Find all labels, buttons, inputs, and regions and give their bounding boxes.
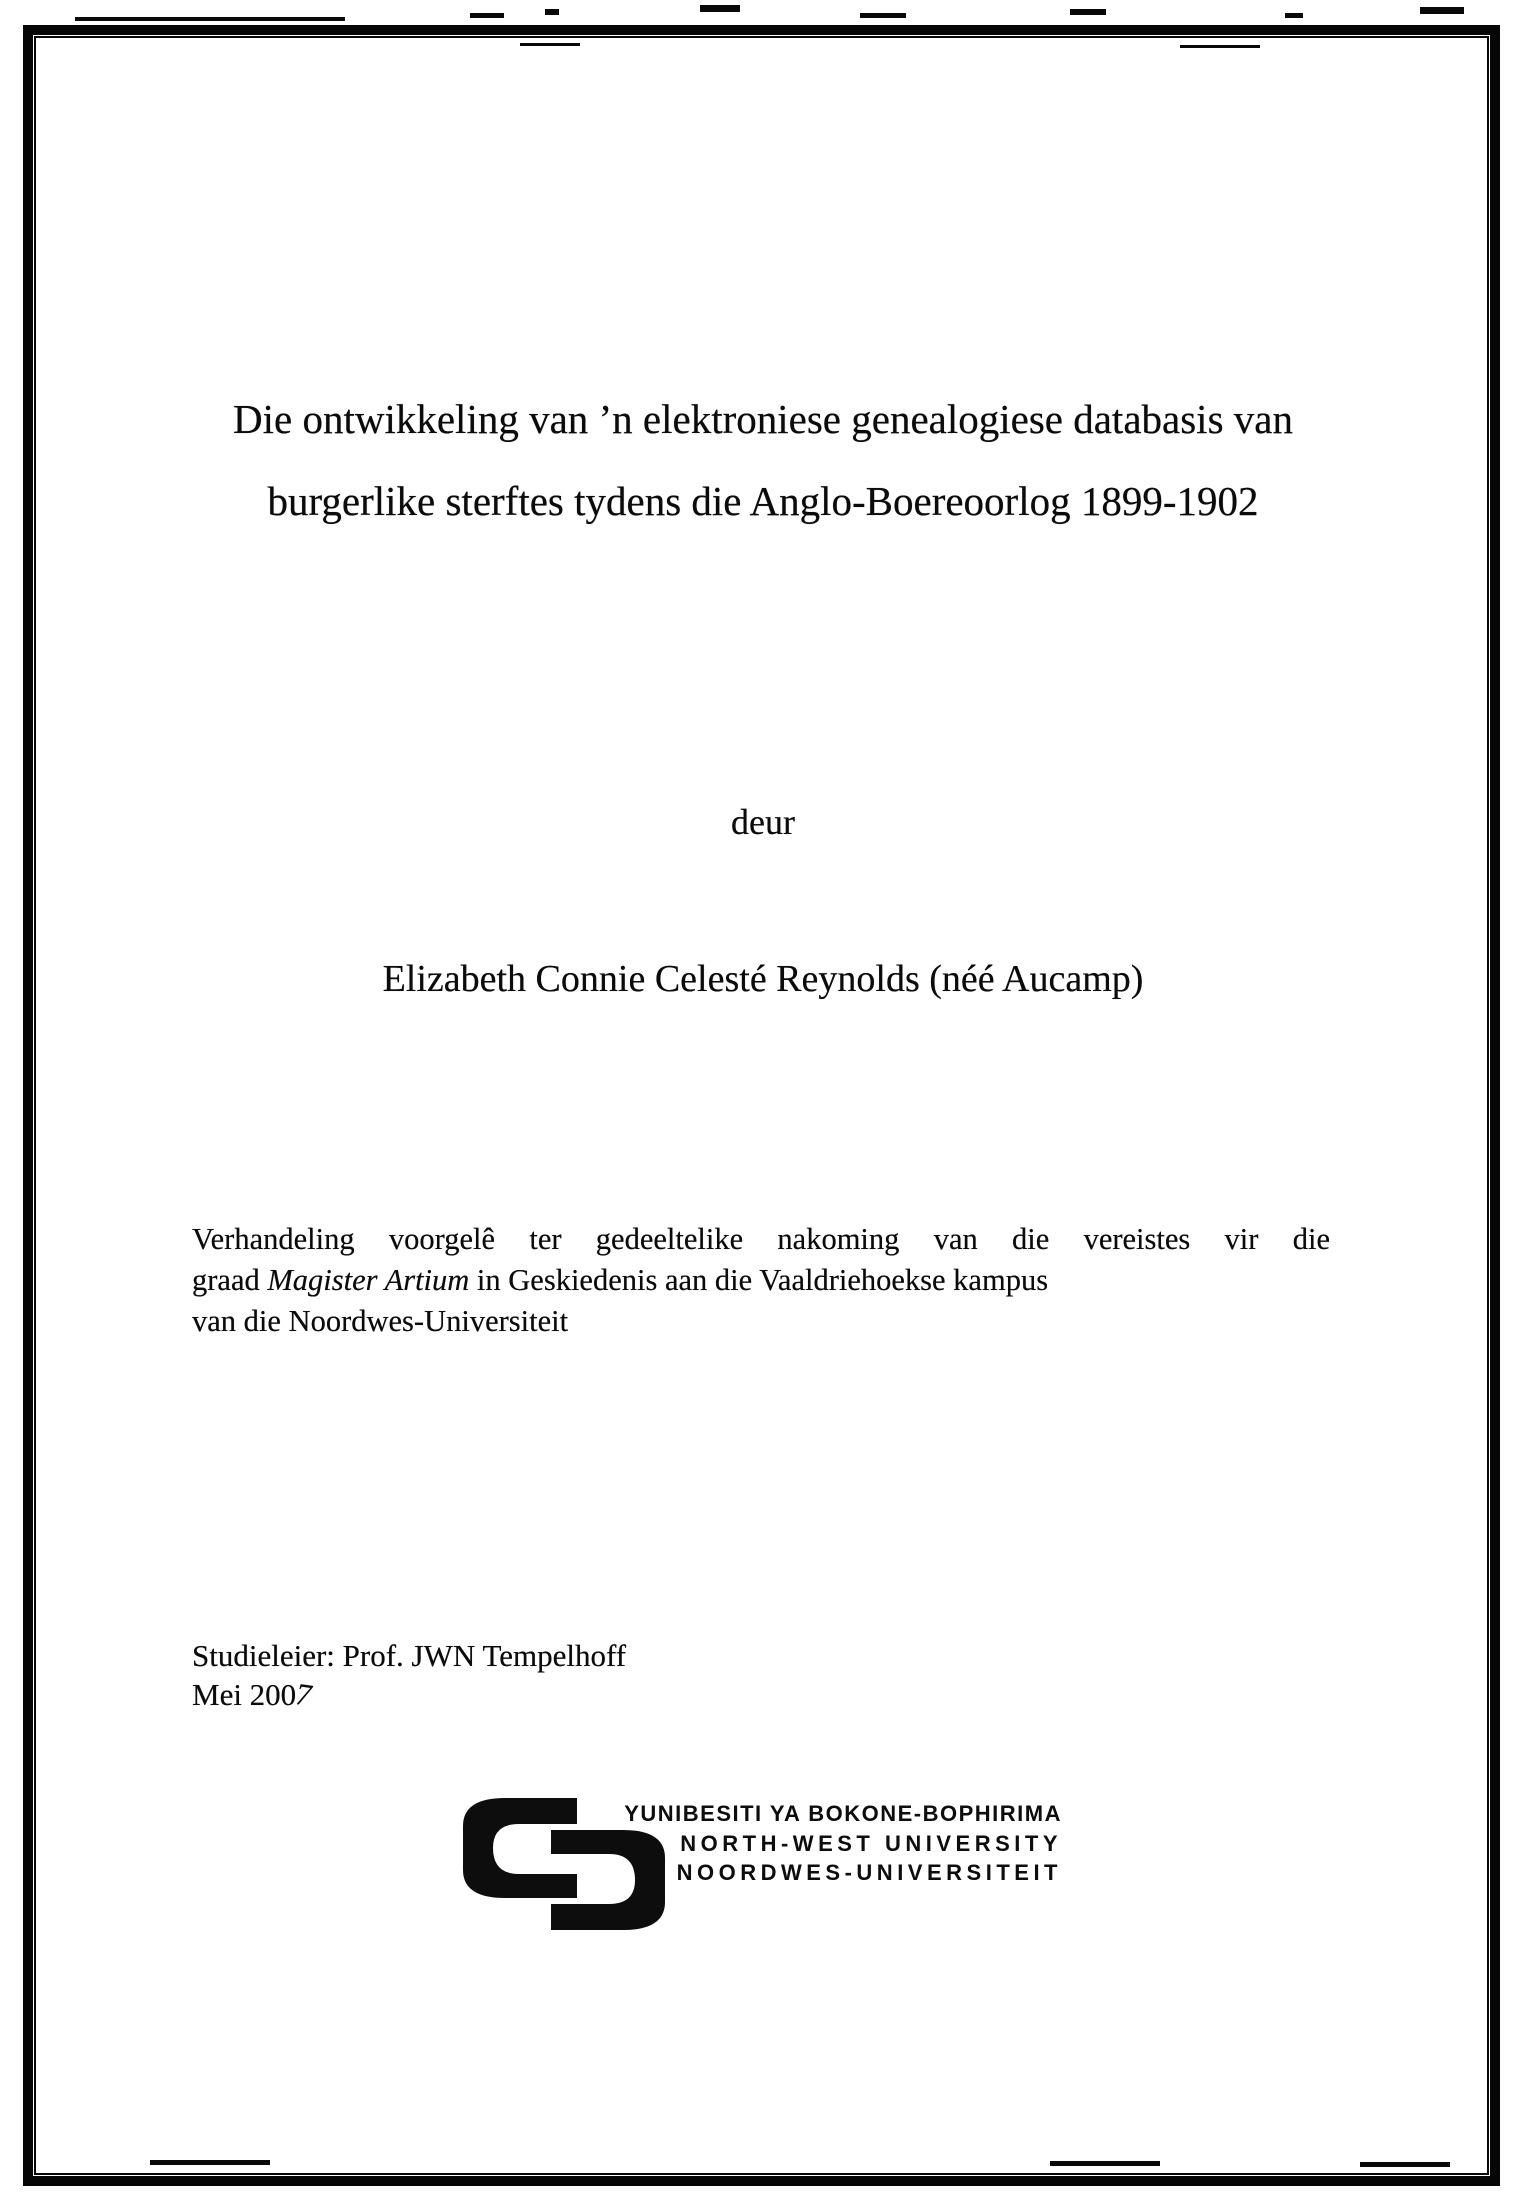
date-line bbox=[192, 1675, 626, 1714]
university-logo bbox=[463, 1798, 1063, 1938]
noise-mark bbox=[75, 17, 345, 21]
logo-wordmark bbox=[580, 1799, 1062, 1888]
thesis-statement-line-1: Verhandeling voorgelê ter gedeeltelike nakoming van die vereistes vir die bbox=[192, 1222, 1330, 1256]
logo-wordmark-line-3: NOORDWES-UNIVERSITEIT bbox=[676, 1860, 1062, 1885]
noise-mark bbox=[1285, 13, 1303, 18]
logo-wordmark-line-2: NORTH-WEST UNIVERSITY bbox=[680, 1830, 1062, 1856]
noise-mark bbox=[1070, 9, 1106, 15]
degree-name: Magister Artium bbox=[267, 1263, 470, 1297]
date-prefix: Mei 200 bbox=[192, 1677, 297, 1712]
author-name: Elizabeth Connie Celesté Reynolds (néé Aucamp) bbox=[382, 958, 1144, 1000]
page-title bbox=[63, 378, 1463, 542]
statement-line2-prefix: graad bbox=[192, 1263, 268, 1297]
noise-mark bbox=[700, 5, 740, 12]
byline: deur bbox=[731, 802, 795, 842]
noise-mark bbox=[470, 13, 504, 18]
noise-mark bbox=[1420, 7, 1464, 14]
page-title-line-1: Die ontwikkeling van ’n elektroniese genealogiese databasis van bbox=[233, 396, 1293, 442]
statement-line2-suffix: in Geskiedenis aan die Vaaldriehoekse kampus bbox=[469, 1263, 1049, 1297]
thesis-statement-line-3: van die Noordwes-Universiteit bbox=[192, 1304, 569, 1338]
date-last-digit: 7 bbox=[291, 1676, 317, 1713]
noise-mark bbox=[860, 13, 906, 18]
logo-wordmark-line-1: YUNIBESITI YA BOKONE-BOPHIRIMA bbox=[624, 1801, 1062, 1826]
page-title-line-2: burgerlike sterftes tydens die Anglo-Boereoorlog 1899-1902 bbox=[267, 478, 1259, 524]
supervisor-line: Studieleier: Prof. JWN Tempelhoff bbox=[192, 1638, 627, 1673]
thesis-statement-line-2 bbox=[192, 1260, 1330, 1301]
noise-mark bbox=[545, 9, 559, 15]
thesis-statement bbox=[192, 1219, 1330, 1342]
supervisor-block bbox=[192, 1636, 626, 1714]
